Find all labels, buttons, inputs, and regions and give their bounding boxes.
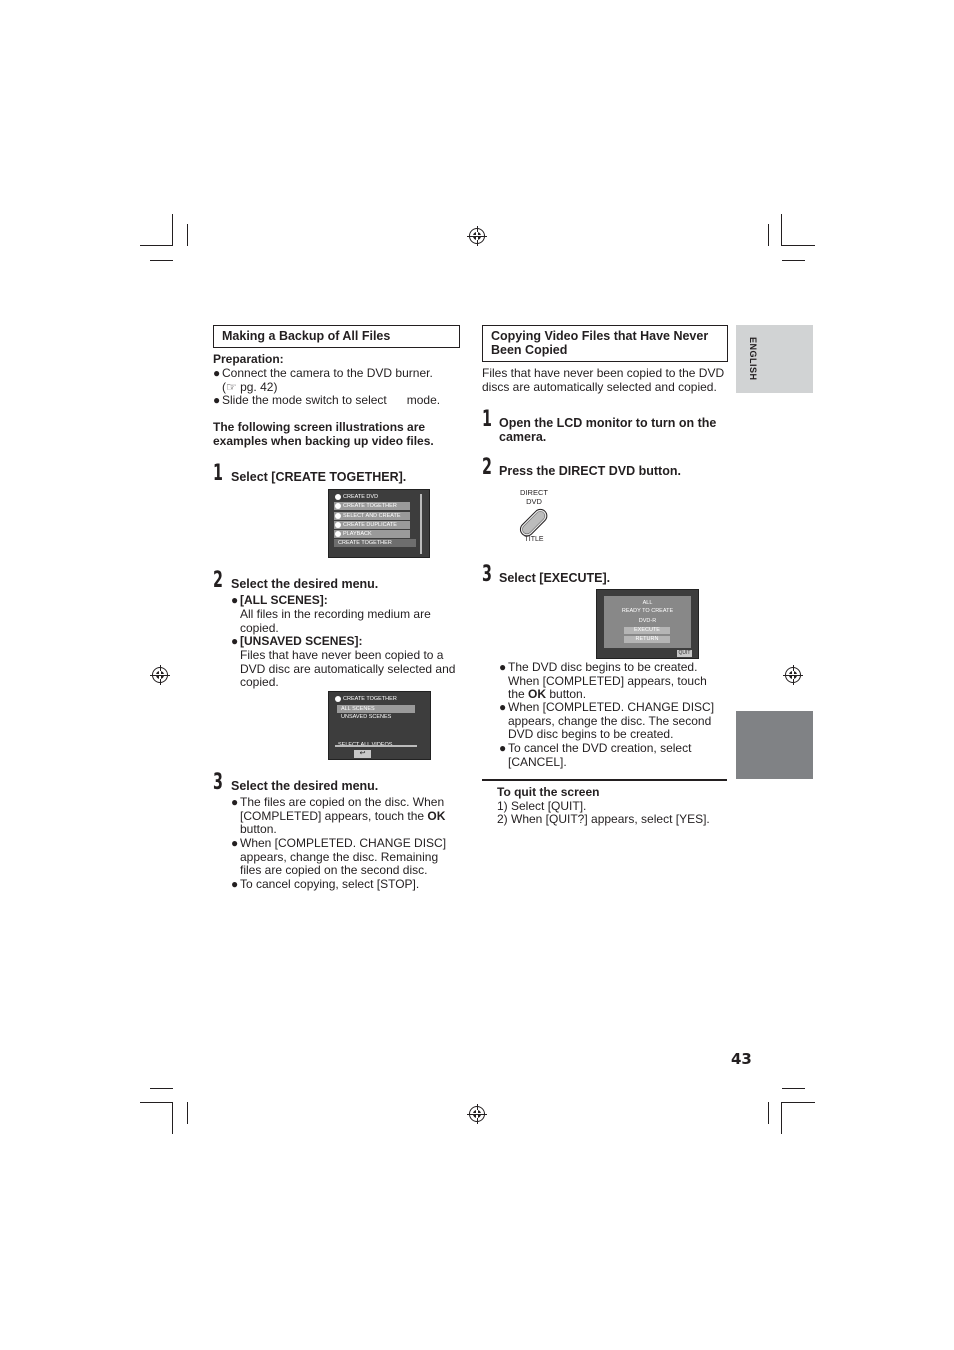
lcd-screen-execute	[596, 589, 699, 659]
step-number: 2	[482, 455, 492, 480]
screen-line: ALL	[642, 600, 653, 606]
quit-divider	[482, 779, 727, 781]
screen-line: READY TO CREATE	[621, 608, 674, 614]
chapter-tab	[736, 711, 813, 779]
button-bottom-label: TITLE	[524, 536, 544, 543]
quit-line: 2) When [QUIT?] appears, select [YES].	[497, 812, 710, 826]
step-number: 2	[213, 568, 223, 593]
step-number: 1	[482, 407, 492, 432]
lcd-screen-create-dvd	[328, 489, 430, 558]
menu-row: CREATE DUPLICATE	[334, 521, 410, 529]
step-text: Select the desired menu.	[231, 779, 379, 793]
quit-button: QUIT	[678, 650, 691, 656]
step-text: Open the LCD monitor to turn on the camera.	[499, 416, 717, 444]
screen-line: DVD-R	[638, 618, 657, 624]
menu-row: PLAYBACK	[334, 530, 410, 538]
direct-dvd-button-illustration	[510, 488, 558, 548]
preparation-label: Preparation:	[213, 352, 284, 366]
step-text: Select [EXECUTE].	[499, 571, 611, 585]
section-title-never-copied: Copying Video Files that Have Never Been Copied	[482, 325, 728, 362]
registration-mark-icon	[785, 667, 801, 683]
registration-mark-icon	[469, 1106, 485, 1122]
intro-note: The following screen illustrations are examples when backing up video files.	[213, 420, 434, 448]
quit-line: 1) Select [QUIT].	[497, 799, 587, 813]
step-text: Select the desired menu.	[231, 577, 379, 591]
quit-title: To quit the screen	[497, 785, 600, 799]
step-text: Select [CREATE TOGETHER].	[231, 470, 407, 484]
registration-mark-icon	[152, 667, 168, 683]
screen-title: CREATE TOGETHER	[334, 695, 424, 703]
step-number: 3	[213, 770, 223, 795]
menu-row: CREATE TOGETHER	[334, 502, 410, 510]
page-number: 43	[731, 1050, 752, 1068]
button-top-label: DIRECT DVD	[520, 488, 548, 506]
language-tab	[736, 325, 813, 393]
step-number: 1	[213, 461, 223, 486]
registration-mark-icon	[469, 228, 485, 244]
return-button: RETURN	[624, 636, 670, 643]
section-title-backup: Making a Backup of All Files	[213, 325, 460, 348]
menu-row: CREATE DVD	[334, 493, 410, 501]
right-intro: Files that have never been copied to the DVD discs are automatically selected and copied.	[482, 366, 725, 394]
menu-row: ALL SCENES	[337, 705, 415, 713]
step-number: 3	[482, 562, 492, 587]
menu-row: SELECT AND CREATE	[334, 512, 410, 520]
back-button: ↩	[354, 750, 371, 758]
step-text: Press the DIRECT DVD button.	[499, 464, 681, 478]
language-tab-label: ENGLISH	[748, 337, 758, 381]
menu-row: UNSAVED SCENES	[341, 714, 392, 720]
screen-footer: CREATE TOGETHER	[334, 539, 416, 547]
lcd-screen-create-together	[328, 691, 431, 760]
execute-button: EXECUTE	[624, 627, 670, 634]
